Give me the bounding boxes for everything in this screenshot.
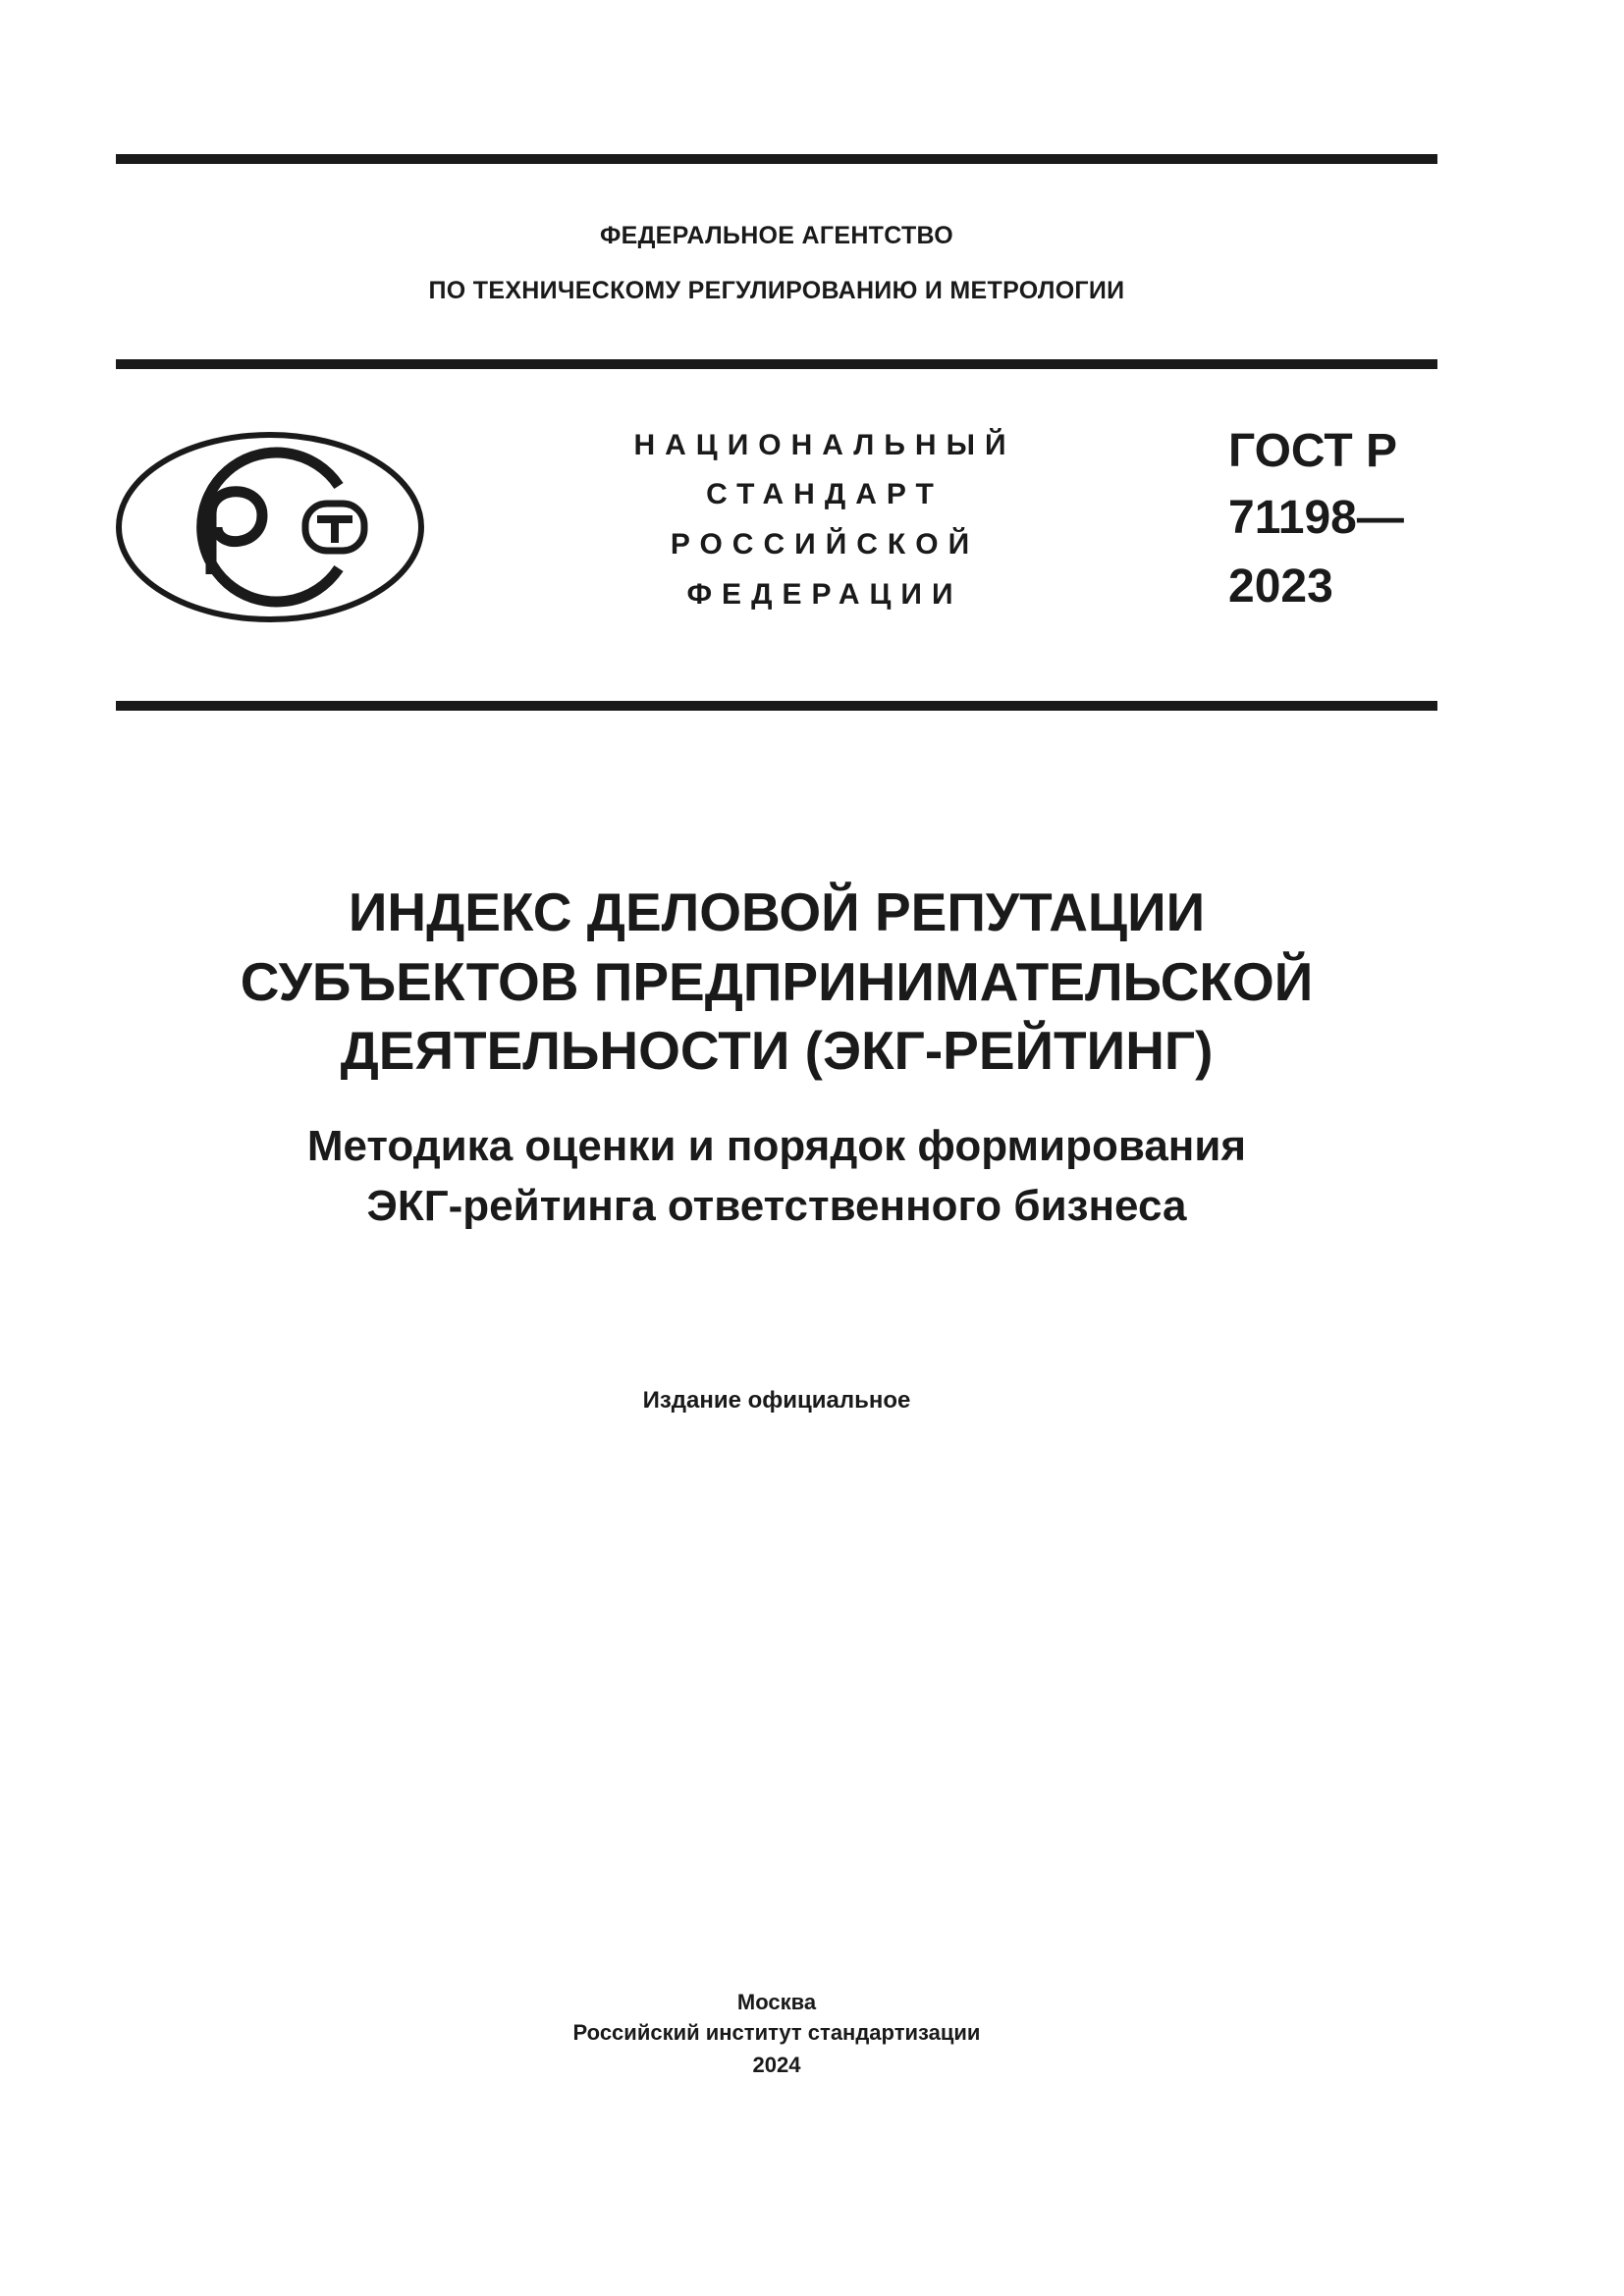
- title-line-3: ДЕЯТЕЛЬНОСТИ (ЭКГ-РЕЙТИНГ): [340, 1020, 1214, 1081]
- imprint-year: 2024: [752, 2053, 801, 2077]
- standard-type-line-1: НАЦИОНАЛЬНЫЙ: [633, 429, 1016, 461]
- subtitle-line-2: ЭКГ-рейтинга ответственного бизнеса: [366, 1182, 1187, 1230]
- imprint-publisher: Российский институт стандартизации: [572, 2020, 981, 2045]
- top-rule: [116, 154, 1437, 164]
- designation-line-3: 2023: [1228, 561, 1333, 613]
- edition-note: Издание официальное: [642, 1387, 911, 1414]
- agency-line-1: ФЕДЕРАЛЬНОЕ АГЕНТСТВО: [599, 222, 954, 249]
- designation-line-1: ГОСТ Р: [1228, 425, 1398, 477]
- title-line-1: ИНДЕКС ДЕЛОВОЙ РЕПУТАЦИИ: [348, 881, 1206, 942]
- imprint-city: Москва: [736, 1990, 817, 2014]
- agency-line-2: ПО ТЕХНИЧЕСКОМУ РЕГУЛИРОВАНИЮ И МЕТРОЛОГИИ: [428, 277, 1125, 304]
- standard-type-line-2: СТАНДАРТ: [706, 478, 944, 510]
- standard-type-line-4: ФЕДЕРАЦИИ: [686, 578, 963, 611]
- designation-line-2: 71198—: [1228, 492, 1404, 544]
- rst-certification-mark-icon: [115, 429, 427, 625]
- title-line-2: СУБЪЕКТОВ ПРЕДПРИНИМАТЕЛЬСКОЙ: [240, 951, 1314, 1012]
- middle-rule: [116, 359, 1437, 369]
- standard-type-line-3: РОССИЙСКОЙ: [670, 528, 980, 561]
- subtitle-line-1: Методика оценки и порядок формирования: [306, 1122, 1247, 1170]
- bottom-rule: [116, 701, 1437, 711]
